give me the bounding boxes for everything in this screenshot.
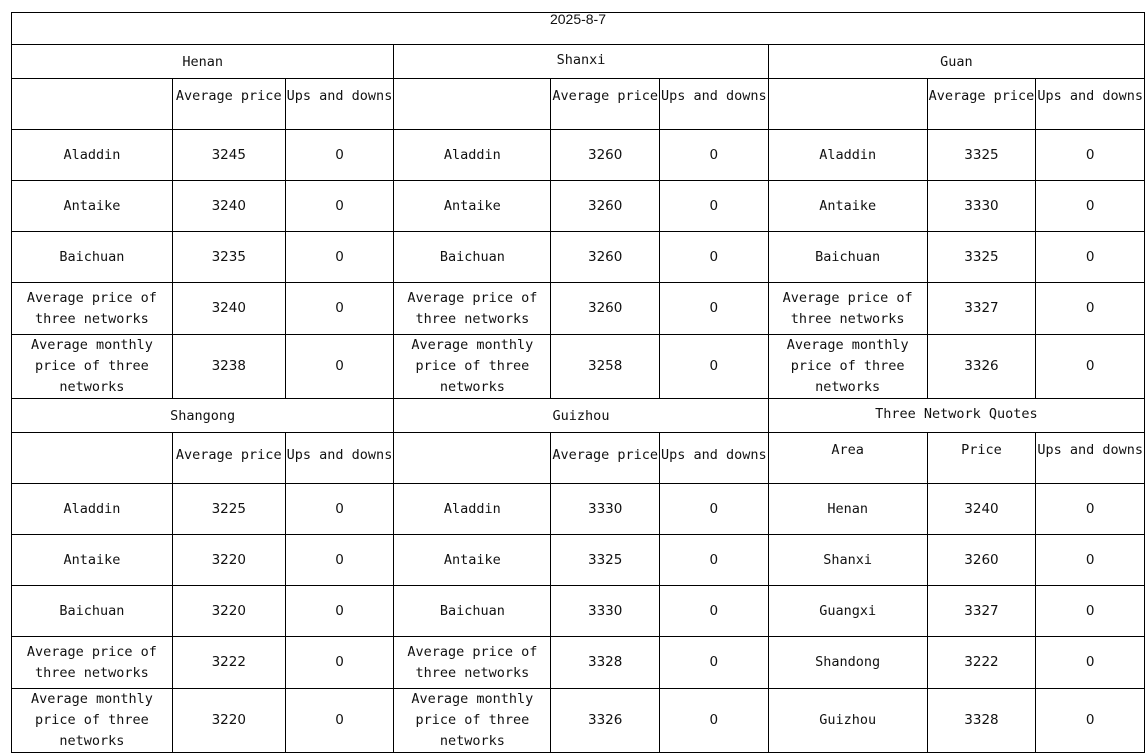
price-value: 3330 bbox=[551, 484, 660, 535]
date-row bbox=[12, 13, 1145, 45]
row-label: Baichuan bbox=[394, 232, 551, 283]
ups-and-downs-header: Ups and downs bbox=[285, 79, 394, 130]
table-body bbox=[12, 13, 1145, 753]
average-price-header: Average price bbox=[172, 79, 285, 130]
row-label: Average monthly price of three networks bbox=[12, 689, 173, 753]
price-value: 3258 bbox=[551, 335, 660, 399]
change-value: 0 bbox=[660, 283, 769, 335]
price-value: 3325 bbox=[927, 130, 1036, 181]
table-row bbox=[12, 586, 1145, 637]
row-label: Antaike bbox=[394, 535, 551, 586]
quote-area: Guangxi bbox=[768, 586, 927, 637]
quote-change: 0 bbox=[1036, 637, 1145, 689]
change-value: 0 bbox=[285, 130, 394, 181]
change-value: 0 bbox=[285, 232, 394, 283]
change-value: 0 bbox=[660, 689, 769, 753]
table-row bbox=[12, 335, 1145, 399]
row-label: Aladdin bbox=[394, 130, 551, 181]
price-value: 3240 bbox=[172, 181, 285, 232]
change-value: 0 bbox=[1036, 130, 1145, 181]
row-label: Antaike bbox=[768, 181, 927, 232]
change-value: 0 bbox=[660, 130, 769, 181]
row-label: Aladdin bbox=[768, 130, 927, 181]
price-value: 3222 bbox=[172, 637, 285, 689]
row-label: Antaike bbox=[12, 535, 173, 586]
table-row bbox=[12, 232, 1145, 283]
report-date: 2025-8-7 bbox=[12, 13, 1145, 45]
price-value: 3325 bbox=[927, 232, 1036, 283]
row-label: Baichuan bbox=[394, 586, 551, 637]
price-value: 3260 bbox=[551, 283, 660, 335]
row-label: Average price of three networks bbox=[394, 283, 551, 335]
price-value: 3220 bbox=[172, 535, 285, 586]
price-value: 3326 bbox=[551, 689, 660, 753]
row-label: Average price of three networks bbox=[12, 283, 173, 335]
quote-change: 0 bbox=[1036, 689, 1145, 753]
change-value: 0 bbox=[1036, 181, 1145, 232]
ups-and-downs-header: Ups and downs bbox=[1036, 433, 1145, 484]
row-label: Aladdin bbox=[12, 130, 173, 181]
price-value: 3240 bbox=[172, 283, 285, 335]
row-label: Baichuan bbox=[768, 232, 927, 283]
row-label: Average monthly price of three networks bbox=[394, 335, 551, 399]
row-label-header bbox=[394, 433, 551, 484]
price-value: 3327 bbox=[927, 283, 1036, 335]
quote-price: 3240 bbox=[927, 484, 1036, 535]
table-row bbox=[12, 130, 1145, 181]
quote-price: 3222 bbox=[927, 637, 1036, 689]
average-price-header: Average price bbox=[172, 433, 285, 484]
table-row bbox=[12, 181, 1145, 232]
region-title-guan: Guan bbox=[768, 45, 1144, 79]
change-value: 0 bbox=[285, 335, 394, 399]
change-value: 0 bbox=[1036, 283, 1145, 335]
row-label-header bbox=[12, 433, 173, 484]
change-value: 0 bbox=[285, 484, 394, 535]
price-value: 3260 bbox=[551, 232, 660, 283]
quote-price: 3328 bbox=[927, 689, 1036, 753]
change-value: 0 bbox=[285, 181, 394, 232]
table-row bbox=[12, 689, 1145, 753]
quotes-title: Three Network Quotes bbox=[768, 399, 1144, 433]
price-value: 3260 bbox=[551, 181, 660, 232]
row-label-header bbox=[12, 79, 173, 130]
ups-and-downs-header: Ups and downs bbox=[1036, 79, 1145, 130]
quote-change: 0 bbox=[1036, 484, 1145, 535]
price-table bbox=[11, 12, 1145, 753]
price-value: 3325 bbox=[551, 535, 660, 586]
row-label: Aladdin bbox=[12, 484, 173, 535]
quote-area: Henan bbox=[768, 484, 927, 535]
change-value: 0 bbox=[660, 484, 769, 535]
table-row bbox=[12, 535, 1145, 586]
quote-area: Shandong bbox=[768, 637, 927, 689]
row-label: Average monthly price of three networks bbox=[394, 689, 551, 753]
change-value: 0 bbox=[660, 181, 769, 232]
row-label: Antaike bbox=[12, 181, 173, 232]
row-label: Antaike bbox=[394, 181, 551, 232]
price-value: 3225 bbox=[172, 484, 285, 535]
row-label: Average monthly price of three networks bbox=[12, 335, 173, 399]
price-header: Price bbox=[927, 433, 1036, 484]
change-value: 0 bbox=[660, 335, 769, 399]
change-value: 0 bbox=[660, 586, 769, 637]
table-row bbox=[12, 484, 1145, 535]
price-value: 3260 bbox=[551, 130, 660, 181]
price-value: 3326 bbox=[927, 335, 1036, 399]
section-header-row bbox=[12, 45, 1145, 79]
change-value: 0 bbox=[285, 283, 394, 335]
row-label-header bbox=[394, 79, 551, 130]
region-title-shanxi: Shanxi bbox=[394, 45, 768, 79]
average-price-header: Average price bbox=[927, 79, 1036, 130]
row-label: Average monthly price of three networks bbox=[768, 335, 927, 399]
change-value: 0 bbox=[285, 689, 394, 753]
change-value: 0 bbox=[660, 637, 769, 689]
price-value: 3330 bbox=[927, 181, 1036, 232]
change-value: 0 bbox=[1036, 335, 1145, 399]
region-title-shangong: Shangong bbox=[12, 399, 394, 433]
quote-change: 0 bbox=[1036, 586, 1145, 637]
row-label: Average price of three networks bbox=[768, 283, 927, 335]
quote-price: 3260 bbox=[927, 535, 1036, 586]
price-value: 3220 bbox=[172, 689, 285, 753]
change-value: 0 bbox=[285, 535, 394, 586]
average-price-header: Average price bbox=[551, 79, 660, 130]
region-title-guizhou: Guizhou bbox=[394, 399, 768, 433]
price-value: 3238 bbox=[172, 335, 285, 399]
change-value: 0 bbox=[660, 535, 769, 586]
ups-and-downs-header: Ups and downs bbox=[285, 433, 394, 484]
row-label: Average price of three networks bbox=[394, 637, 551, 689]
change-value: 0 bbox=[660, 232, 769, 283]
quote-area: Shanxi bbox=[768, 535, 927, 586]
column-header-row bbox=[12, 79, 1145, 130]
change-value: 0 bbox=[1036, 232, 1145, 283]
quote-price: 3327 bbox=[927, 586, 1036, 637]
ups-and-downs-header: Ups and downs bbox=[660, 433, 769, 484]
quote-change: 0 bbox=[1036, 535, 1145, 586]
row-label: Average price of three networks bbox=[12, 637, 173, 689]
change-value: 0 bbox=[285, 586, 394, 637]
area-header: Area bbox=[768, 433, 927, 484]
ups-and-downs-header: Ups and downs bbox=[660, 79, 769, 130]
row-label: Aladdin bbox=[394, 484, 551, 535]
row-label: Baichuan bbox=[12, 586, 173, 637]
section-header-row bbox=[12, 399, 1145, 433]
price-value: 3235 bbox=[172, 232, 285, 283]
price-value: 3328 bbox=[551, 637, 660, 689]
region-title-henan: Henan bbox=[12, 45, 394, 79]
price-value: 3245 bbox=[172, 130, 285, 181]
price-value: 3220 bbox=[172, 586, 285, 637]
table-row bbox=[12, 637, 1145, 689]
table-row bbox=[12, 283, 1145, 335]
column-header-row bbox=[12, 433, 1145, 484]
row-label-header bbox=[768, 79, 927, 130]
quote-area: Guizhou bbox=[768, 689, 927, 753]
price-value: 3330 bbox=[551, 586, 660, 637]
row-label: Baichuan bbox=[12, 232, 173, 283]
change-value: 0 bbox=[285, 637, 394, 689]
average-price-header: Average price bbox=[551, 433, 660, 484]
